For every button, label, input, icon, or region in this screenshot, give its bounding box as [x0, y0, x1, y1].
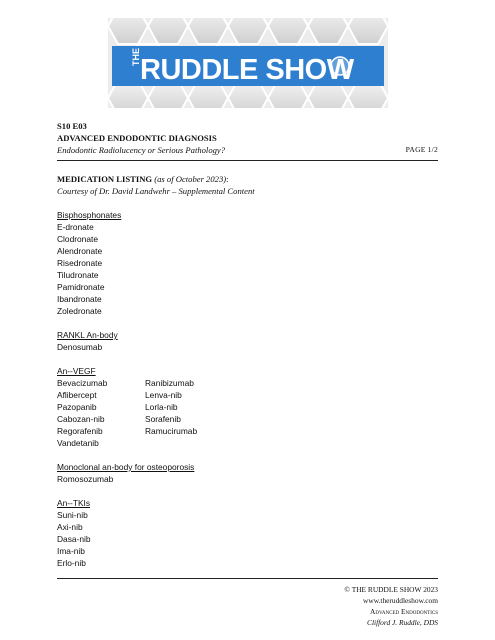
list-item: Ima-nib	[57, 546, 85, 556]
column-right	[145, 377, 233, 449]
column-left	[57, 377, 145, 449]
listing-courtesy: Courtesy of Dr. David Landwehr – Supplemental Content	[57, 186, 255, 196]
footer-url: www.theruddleshow.com	[363, 596, 438, 605]
group-title: RANKL An-body	[57, 330, 118, 340]
list-item: Ibandronate	[57, 294, 102, 304]
list-item: Lenva-nib	[145, 390, 182, 400]
list-item: Romosozumab	[57, 474, 114, 484]
group-title: Monoclonal an-body for osteoporosis	[57, 462, 195, 472]
group-anti-tki	[57, 497, 233, 569]
ruddle-show-logo	[108, 18, 388, 108]
list-item: Zoledronate	[57, 306, 102, 316]
episode-code: S10 E03	[57, 121, 87, 131]
listing-colon: :	[226, 174, 229, 184]
list-item: Regorafenib	[57, 426, 103, 436]
list-item: Pamidronate	[57, 282, 105, 292]
group-title: An--TKIs	[57, 498, 91, 508]
medication-groups	[57, 209, 233, 581]
group-monoclonal	[57, 461, 233, 485]
group-anti-vegf	[57, 365, 233, 449]
episode-subtitle: Endodontic Radiolucency or Serious Pathology?	[57, 145, 226, 155]
logo-the: THE	[131, 48, 141, 66]
list-item: Axi-nib	[57, 522, 83, 532]
group-bisphosphonates	[57, 209, 233, 317]
list-item: Ranibizumab	[145, 378, 194, 388]
list-item: Denosumab	[57, 342, 103, 352]
list-item: Alendronate	[57, 246, 103, 256]
group-title: Bisphosphonates	[57, 210, 122, 220]
list-item: Vandetanib	[57, 438, 99, 448]
list-item: Risedronate	[57, 258, 103, 268]
list-item: Tiludronate	[57, 270, 99, 280]
two-column-list	[57, 377, 233, 449]
group-title: An--VEGF	[57, 366, 96, 376]
list-item: E-dronate	[57, 222, 94, 232]
page-number: PAGE 1/2	[405, 145, 438, 154]
footer	[344, 584, 438, 628]
group-rankl	[57, 329, 233, 353]
footer-copyright: © THE RUDDLE SHOW 2023	[344, 585, 438, 594]
list-item: Dasa-nib	[57, 534, 91, 544]
header-divider	[57, 160, 438, 161]
list-item: Lorla-nib	[145, 402, 178, 412]
list-item: Aflibercept	[57, 390, 97, 400]
list-item: Bevacizumab	[57, 378, 108, 388]
logo-title: RUDDLE SHOW	[140, 54, 354, 86]
listing-title: MEDICATION LISTING	[57, 174, 153, 184]
footer-divider	[57, 578, 438, 579]
list-item: Suni-nib	[57, 510, 88, 520]
list-item: Cabozan-nib	[57, 414, 105, 424]
episode-header	[57, 120, 225, 156]
listing-date-note: (as of October 2023)	[154, 174, 227, 184]
list-item: Erlo-nib	[57, 558, 86, 568]
episode-title: ADVANCED ENDODONTIC DIAGNOSIS	[57, 133, 217, 143]
list-item: Ramucirumab	[145, 426, 198, 436]
list-item: Clodronate	[57, 234, 98, 244]
footer-author: Clifford J. Ruddle, DDS	[367, 618, 438, 627]
medication-listing-heading	[57, 173, 255, 197]
list-item: Sorafenib	[145, 414, 181, 424]
footer-section: Advanced Endodontics	[370, 607, 438, 616]
list-item: Pazopanib	[57, 402, 97, 412]
